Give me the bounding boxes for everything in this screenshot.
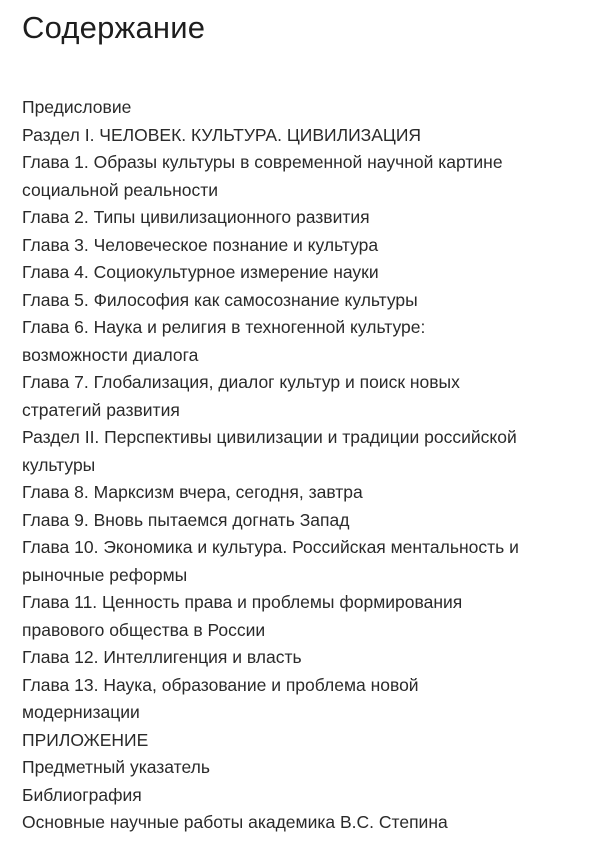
toc-item-chapter-1: Глава 1. Образы культуры в современной научной картине социальной реальности	[22, 152, 503, 200]
toc-item-section-1: Раздел I. ЧЕЛОВЕК. КУЛЬТУРА. ЦИВИЛИЗАЦИЯ	[22, 124, 422, 145]
toc-item-main-works: Основные научные работы академика В.С. Степина	[22, 812, 448, 832]
toc-item-appendix: ПРИЛОЖЕНИЕ	[22, 729, 149, 750]
toc-item-chapter-2: Глава 2. Типы цивилизационного развития	[22, 207, 370, 227]
toc-item-chapter-3: Глава 3. Человеческое познание и культура	[22, 234, 379, 255]
toc-item-section-2: Раздел II. Перспективы цивилизации и традиции российской культуры	[22, 427, 517, 475]
toc-item-chapter-6: Глава 6. Наука и религия в техногенной культуре: возможности диалога	[22, 317, 426, 365]
toc-item-chapter-13: Глава 13. Наука, образование и проблема новой модернизации	[22, 674, 419, 722]
toc-item-chapter-9: Глава 9. Вновь пытаемся догнать Запад	[22, 509, 350, 530]
toc-item-chapter-11: Глава 11. Ценность права и проблемы формирования правового общества в России	[22, 592, 463, 640]
toc-item-chapter-5: Глава 5. Философия как самосознание культуры	[22, 289, 418, 310]
toc-item-chapter-10: Глава 10. Экономика и культура. Российская ментальность и рыночные реформы	[22, 537, 519, 585]
toc-item-chapter-4: Глава 4. Социокультурное измерение науки	[22, 262, 379, 282]
toc-item-chapter-8: Глава 8. Марксизм вчера, сегодня, завтра	[22, 482, 363, 502]
table-of-contents	[22, 94, 522, 837]
page-title: Содержание	[22, 10, 206, 45]
toc-item-bibliography: Библиография	[22, 784, 142, 805]
toc-item-chapter-7: Глава 7. Глобализация, диалог культур и поиск новых стратегий развития	[22, 372, 460, 420]
toc-item-subject-index: Предметный указатель	[22, 757, 210, 777]
toc-item-preface: Предисловие	[22, 97, 132, 117]
toc-item-chapter-12: Глава 12. Интеллигенция и власть	[22, 647, 302, 667]
